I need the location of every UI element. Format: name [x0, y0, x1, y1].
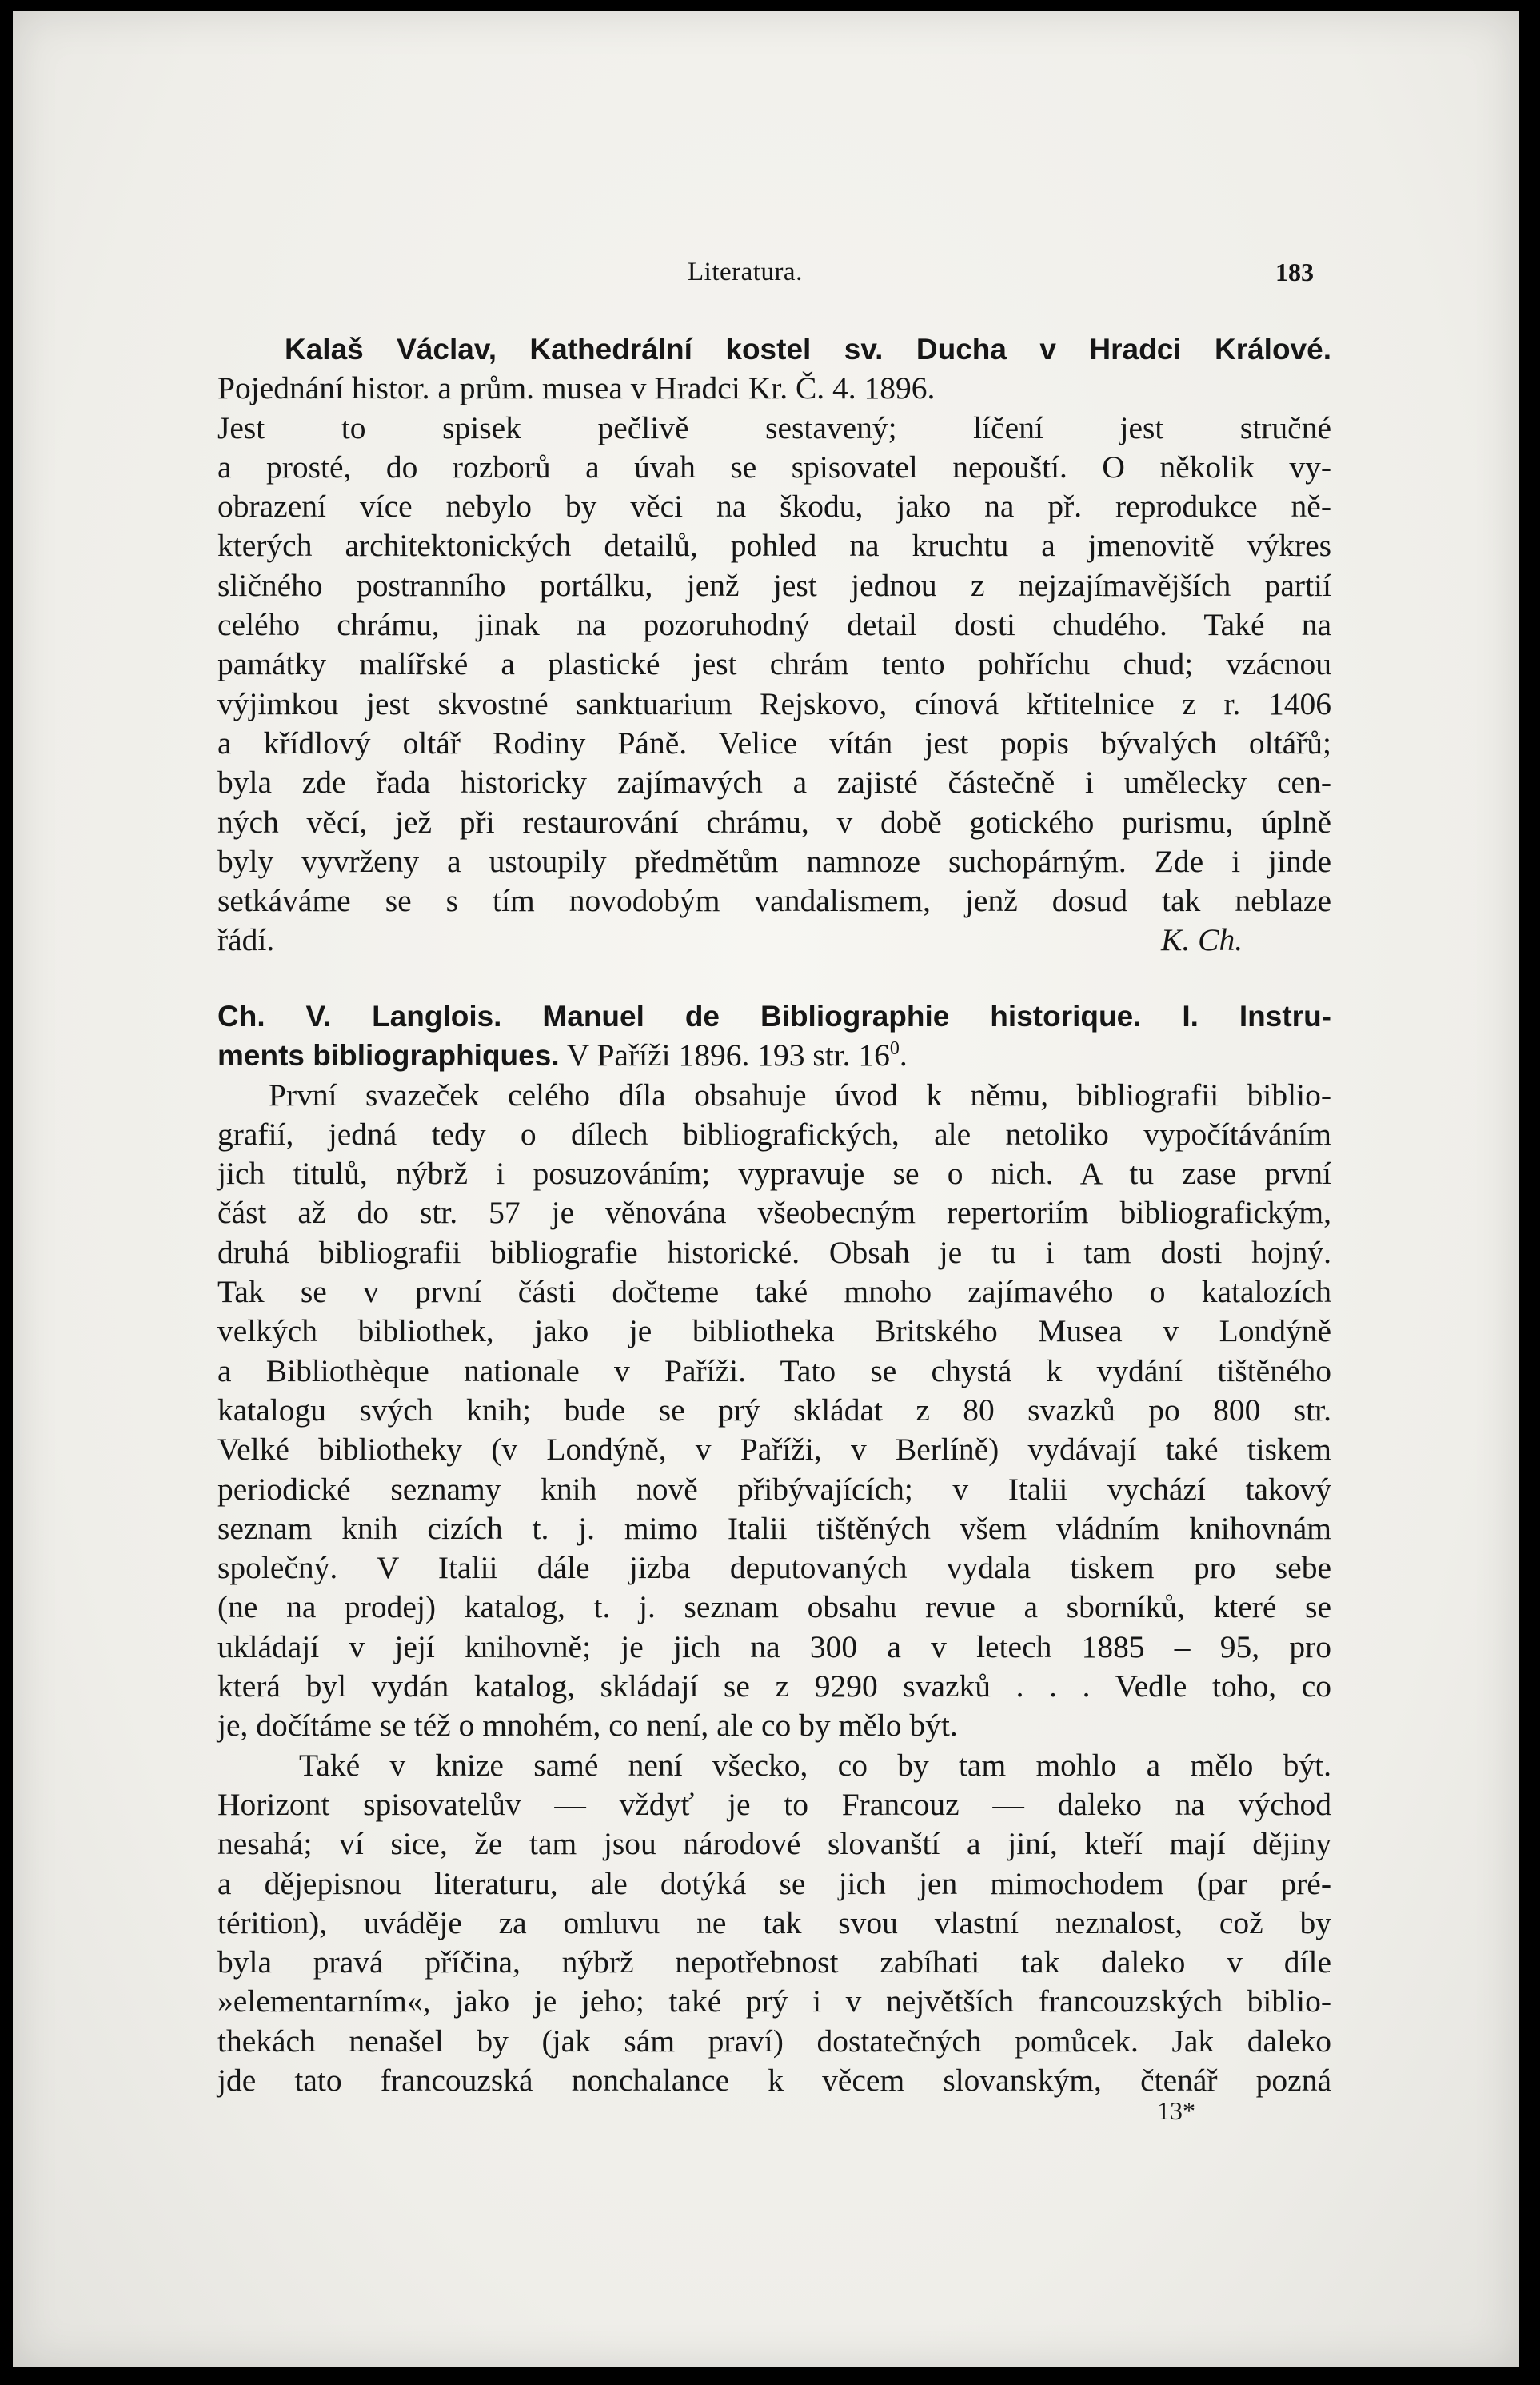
- text-line: společný. V Italii dále jizba deputovaných vydala tiskem pro sebe: [217, 1550, 1331, 1586]
- review-heading-details: Pojednání histor. a prům. musea v Hradci Kr. Č. 4. 1896.: [217, 370, 936, 406]
- review-heading-bold: ments bibliographiques.: [217, 1039, 560, 1073]
- text-line: Horizont spisovatelův — vždyť je to Francouz — daleko na východ: [217, 1786, 1331, 1822]
- text-line: Jest to spisek pečlivě sestavený; líčení jest stručné: [217, 409, 1331, 445]
- text-line: druhá bibliografii bibliografie historické. Obsah je tu i tam dosti hojný.: [217, 1234, 1331, 1270]
- text-line: jich titulů, nýbrž i posuzováním; vypravuje se o nich. A tu zase první: [217, 1156, 1331, 1192]
- review-heading: Kalaš Václav, Kathedrální kostel sv. Ducha v Hradci Králové.: [285, 333, 1331, 366]
- text-line: térition), uváděje za omluvu ne tak svou vlastní neznalost, což by: [217, 1904, 1331, 1940]
- review-heading-details: [217, 1036, 1331, 1075]
- text-line: Tak se v první části dočteme také mnoho zajímavého o katalozích: [217, 1274, 1331, 1310]
- text-line: (ne na prodej) katalog, t. j. seznam obsahu revue a sborníků, které se: [217, 1589, 1331, 1625]
- text-line: a Bibliothèque nationale v Paříži. Tato se chystá k vydání tištěného: [217, 1352, 1331, 1388]
- text-line: seznam knih cizích t. j. mimo Italii tištěných všem vládním knihovnám: [217, 1510, 1331, 1546]
- review-heading: Ch. V. Langlois. Manuel de Bibliographie historique. I. Instru-: [217, 1000, 1331, 1033]
- text-line: velkých bibliothek, jako je bibliotheka Britského Musea v Londýně: [217, 1313, 1331, 1349]
- text-line: thekách nenašel by (jak sám praví) dostatečných pomůcek. Jak daleko: [217, 2023, 1331, 2059]
- text-line: ných věcí, jež při restaurování chrámu, v době gotického purismu, úplně: [217, 804, 1331, 840]
- text-line-last: [217, 921, 1331, 960]
- text-line: a prosté, do rozborů a úvah se spisovatel nepouští. O několik vy-: [217, 449, 1331, 485]
- text-line: část až do str. 57 je věnována všeobecným repertoriím bibliografickým,: [217, 1195, 1331, 1231]
- text-line: celého chrámu, jinak na pozoruhodný detail dosti chudého. Také na: [217, 607, 1331, 643]
- text-line: obrazení více nebylo by věci na škodu, jako na př. reprodukce ně-: [217, 489, 1331, 525]
- text-line: výjimkou jest skvostné sanktuarium Rejskovo, cínová křtitelnice z r. 1406: [217, 685, 1331, 721]
- text-line: setkáváme se s tím novodobým vandalismem, jenž dosud tak neblaze: [217, 883, 1331, 919]
- text-line: jde tato francouzská nonchalance k věcem slovanským, čtenář pozná: [217, 2063, 1331, 2099]
- review-signature: K. Ch.: [1161, 922, 1243, 958]
- text-line: První svazeček celého díla obsahuje úvod k němu, bibliografii biblio-: [269, 1077, 1331, 1113]
- text-line: a křídlový oltář Rodiny Páně. Velice vítán jest popis bývalých oltářů;: [217, 725, 1331, 761]
- text-line: která byl vydán katalog, skládají se z 9290 svazků . . . Vedle toho, co: [217, 1668, 1331, 1704]
- signature-mark: 13*: [1157, 2096, 1195, 2125]
- text-line: nesahá; ví sice, že tam jsou národové slovanští a jiní, kteří mají dějiny: [217, 1826, 1331, 1862]
- text-line: kterých architektonických detailů, pohled na kruchtu a jmenovitě výkres: [217, 528, 1331, 564]
- text-line: byla zde řada historicky zajímavých a zajisté částečně i umělecky cen-: [217, 765, 1331, 801]
- text-line: »elementarním«, jako je jeho; také prý i v největších francouzských biblio-: [217, 1984, 1331, 2019]
- text-line: památky malířské a plastické jest chrám tento pohříchu chud; vzácnou: [217, 646, 1331, 682]
- text-line: katalogu svých knih; bude se prý skládat z 80 svazků po 800 str.: [217, 1392, 1331, 1428]
- text-line: sličného postranního portálku, jenž jest jednou z nejzajímavějších partií: [217, 567, 1331, 603]
- review-heading-end: .: [899, 1037, 908, 1073]
- text-line: Také v knize samé není všecko, co by tam mohlo a mělo být.: [299, 1747, 1331, 1783]
- text-line-last: je, dočítáme se též o mnohém, co není, ale co by mělo být.: [217, 1708, 958, 1744]
- text-line: periodické seznamy knih nově přibývajících; v Italii vychází takový: [217, 1471, 1331, 1507]
- text-line: grafií, jedná tedy o dílech bibliografických, ale netoliko vypočítáváním: [217, 1116, 1331, 1152]
- format-superscript: 0: [889, 1038, 900, 1060]
- review-langlois: [217, 997, 1331, 2100]
- review-heading-rest: V Paříži 1896. 193 str. 16: [559, 1037, 890, 1073]
- text-line: byly vyvrženy a ustoupily předmětům namnoze suchopárným. Zde i jinde: [217, 843, 1331, 879]
- text-line: Velké bibliotheky (v Londýně, v Paříži, v Berlíně) vydávají také tiskem: [217, 1432, 1331, 1468]
- review-kalas: [217, 330, 1331, 961]
- text-line-end: řádí.: [217, 922, 275, 958]
- text-line: byla pravá příčina, nýbrž nepotřebnost zabíhati tak daleko v díle: [217, 1944, 1331, 1980]
- text-line: a dějepisnou literaturu, ale dotýká se jich jen mimochodem (par pré-: [217, 1865, 1331, 1901]
- text-line: ukládají v její knihovně; je jich na 300 a v letech 1885 – 95, pro: [217, 1628, 1331, 1664]
- page-number: 183: [1275, 258, 1314, 286]
- running-title: Literatura.: [688, 258, 803, 286]
